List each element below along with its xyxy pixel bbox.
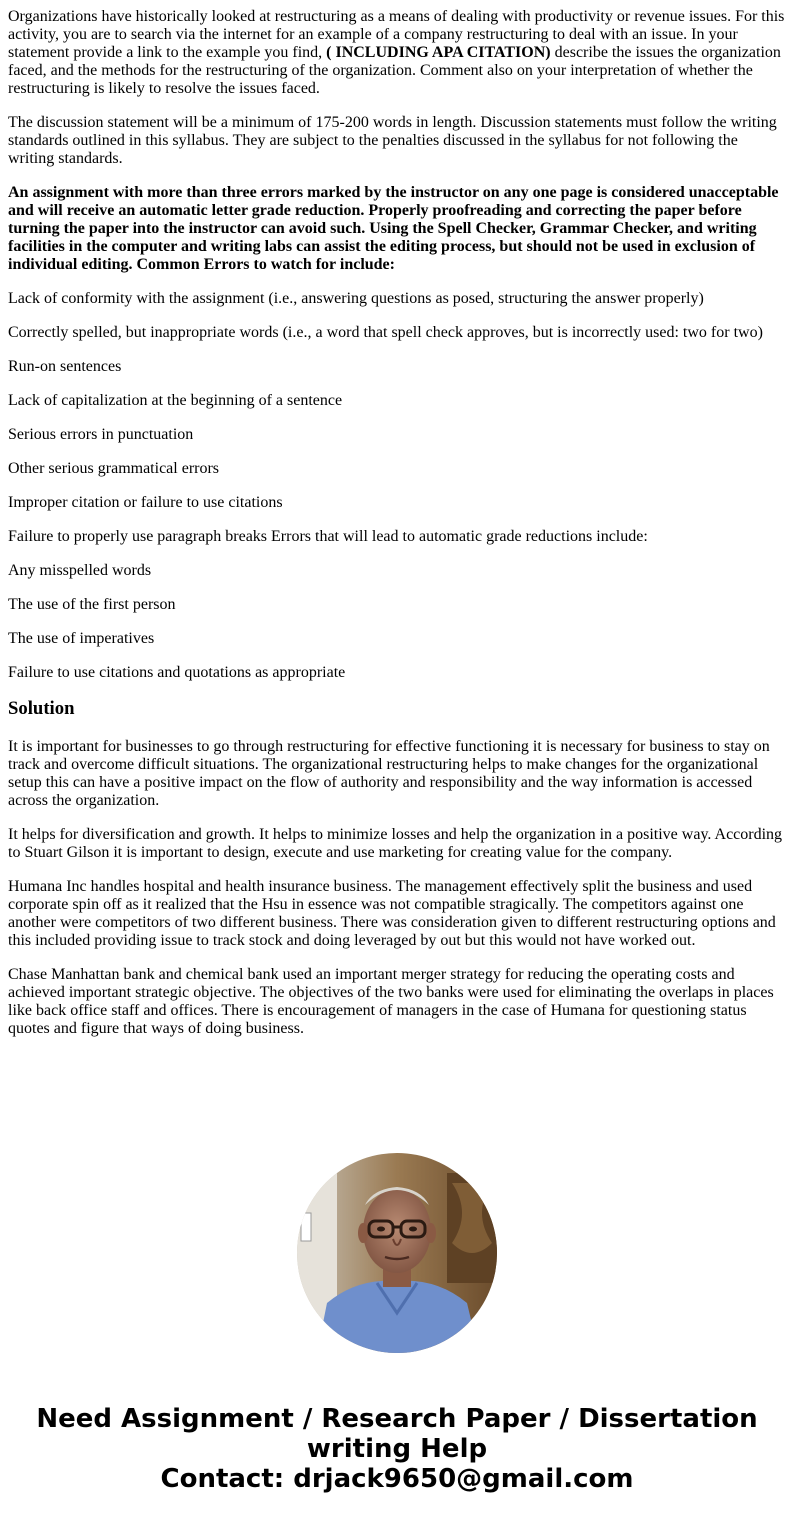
error-list-item: Lack of conformity with the assignment (i.e., answering questions as posed, structuring the answer properly) bbox=[8, 290, 704, 307]
promo-line-2: writing Help bbox=[306, 1434, 488, 1464]
document-content bbox=[8, 8, 786, 1054]
error-list-item: Run-on sentences bbox=[8, 358, 122, 375]
error-list-item: The use of imperatives bbox=[8, 630, 155, 647]
error-list-item: Improper citation or failure to use citations bbox=[8, 494, 283, 511]
person-portrait-icon bbox=[297, 1153, 497, 1353]
author-avatar bbox=[297, 1153, 497, 1353]
error-list-item: Correctly spelled, but inappropriate words (i.e., a word that spell check approves, but is incorrectly used: two for two) bbox=[8, 324, 763, 341]
apa-citation-emphasis: ( INCLUDING APA CITATION) bbox=[326, 44, 551, 61]
solution-paragraph: Humana Inc handles hospital and health insurance business. The management effectively split the business and used corporate spin off as it realized that the Hsu in essence was not compatible stragically. The competitors against one another were competitors of two different business. There was consideration given to different restructuring options and this included providing issue to track stock and doing leveraged by out but this would not have worked out. bbox=[8, 878, 776, 949]
solution-paragraph: Chase Manhattan bank and chemical bank used an important merger strategy for reducing the operating costs and achieved important strategic objective. The objectives of the two banks were used for eliminating the overlaps in places like back office staff and offices. There is encouragement of managers in the case of Humana for questioning status quotes and figure that ways of doing business. bbox=[8, 966, 774, 1037]
promo-banner bbox=[0, 1404, 794, 1494]
question-paragraph-3: An assignment with more than three errors marked by the instructor on any one page is considered unacceptable and will receive an automatic letter grade reduction. Properly proofreading and correcting the paper before turning the paper into the instructor can avoid such. Using the Spell Checker, Grammar Checker, and writing facilities in the computer and writing labs can assist the editing process, but should not be used in exclusion of individual editing. Common Errors to watch for include: bbox=[8, 184, 779, 273]
error-list-item: Failure to properly use paragraph breaks Errors that will lead to automatic grade reductions include: bbox=[8, 528, 648, 545]
promo-contact: Contact: drjack9650@gmail.com bbox=[160, 1464, 634, 1494]
question-paragraph-2: The discussion statement will be a minimum of 175-200 words in length. Discussion statements must follow the writing standards outlined in this syllabus. They are subject to the penalties discussed in the syllabus for not following the writing standards. bbox=[8, 114, 777, 167]
promo-line-1: Need Assignment / Research Paper / Dissertation bbox=[36, 1404, 758, 1434]
solution-paragraph: It helps for diversification and growth. It helps to minimize losses and help the organization in a positive way. According to Stuart Gilson it is important to design, execute and use marketing for creating value for the company. bbox=[8, 826, 783, 861]
error-list-item: The use of the first person bbox=[8, 596, 176, 613]
error-list-item: Any misspelled words bbox=[8, 562, 152, 579]
question-paragraph-1: Organizations have historically looked at restructuring as a means of dealing with productivity or revenue issues. For this activity, you are to search via the internet for an example of a company restructuring to deal with an issue. In your statement provide a link to the example you find, ( INCLUDING APA CITATION) describe the issues the organization faced, and the methods for the restructuring of the organization. Comment also on your interpretation of whether the restructuring is likely to resolve the issues faced. bbox=[8, 8, 785, 97]
error-list-item: Other serious grammatical errors bbox=[8, 460, 220, 477]
error-list-item: Failure to use citations and quotations as appropriate bbox=[8, 664, 346, 681]
solution-paragraph: It is important for businesses to go through restructuring for effective functioning it is necessary for business to stay on track and overcome difficult situations. The organizational restructuring helps to make changes for the organizational setup this can have a positive impact on the flow of authority and responsibility and the way information is accessed across the organization. bbox=[8, 738, 770, 809]
solution-heading: Solution bbox=[8, 698, 75, 719]
error-list-item: Serious errors in punctuation bbox=[8, 426, 194, 443]
error-list-item: Lack of capitalization at the beginning of a sentence bbox=[8, 392, 343, 409]
